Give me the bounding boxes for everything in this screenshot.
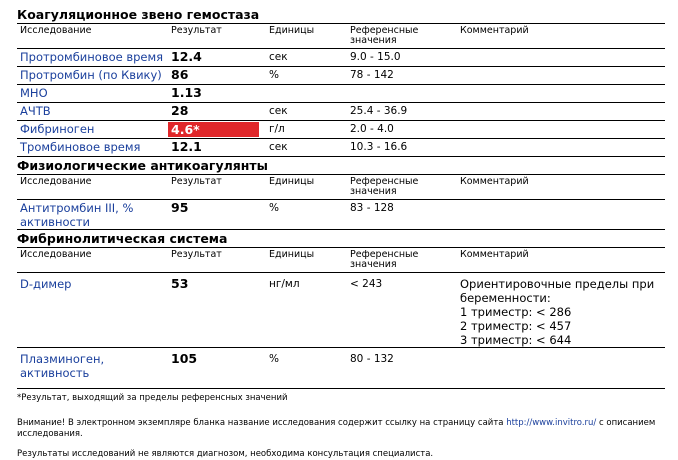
test-name-link[interactable]: Тромбиновое время: [17, 139, 168, 157]
test-name-link[interactable]: D-димер: [17, 273, 168, 348]
test-result: 105: [168, 348, 266, 389]
coagulation-table: [17, 23, 665, 157]
test-reference: 2.0 - 4.0: [347, 121, 457, 139]
test-comment: [457, 121, 665, 139]
table-header: [17, 175, 665, 200]
table-row: [17, 348, 665, 389]
table-row: [17, 103, 665, 121]
test-result: [168, 121, 266, 139]
test-name-link[interactable]: Протромбиновое время: [17, 49, 168, 67]
table-header: [17, 248, 665, 273]
test-name-link[interactable]: Фибриноген: [17, 121, 168, 139]
test-units: сек: [266, 103, 347, 121]
test-reference: [347, 85, 457, 103]
test-comment: [457, 103, 665, 121]
test-name-link[interactable]: МНО: [17, 85, 168, 103]
test-reference: < 243: [347, 273, 457, 348]
test-units: сек: [266, 49, 347, 67]
table-row: [17, 49, 665, 67]
test-comment: [457, 85, 665, 103]
section-title-fibrinolysis: Фибринолитическая система: [17, 231, 228, 246]
footnote: *Результат, выходящий за пределы референсных значений: [17, 393, 288, 403]
test-name-link[interactable]: АЧТВ: [17, 103, 168, 121]
section-title-anticoagulants: Физиологические антикоагулянты: [17, 158, 268, 173]
test-comment: [457, 49, 665, 67]
test-result: 12.4: [168, 49, 266, 67]
header-reference: Референсные значения: [347, 248, 457, 273]
test-units: нг/мл: [266, 273, 347, 348]
table-row: [17, 67, 665, 85]
test-reference: 9.0 - 15.0: [347, 49, 457, 67]
test-units: %: [266, 200, 347, 230]
test-result: 86: [168, 67, 266, 85]
test-comment: [457, 67, 665, 85]
header-units: Единицы: [266, 248, 347, 273]
header-test: Исследование: [17, 248, 168, 273]
header-test: Исследование: [17, 24, 168, 49]
notice: [17, 418, 665, 440]
header-units: Единицы: [266, 175, 347, 200]
test-comment: [457, 200, 665, 230]
header-comment: Комментарий: [457, 24, 665, 49]
anticoagulants-table: [17, 174, 665, 230]
test-result: 1.13: [168, 85, 266, 103]
test-reference: 25.4 - 36.9: [347, 103, 457, 121]
disclaimer: Результаты исследований не являются диагнозом, необходима консультация специалиста.: [17, 449, 434, 459]
test-comment: [457, 348, 665, 389]
test-reference: 78 - 142: [347, 67, 457, 85]
table-row: [17, 273, 665, 348]
test-reference: 80 - 132: [347, 348, 457, 389]
header-reference: Референсные значения: [347, 24, 457, 49]
table-header: [17, 24, 665, 49]
notes: [17, 393, 665, 460]
comment-line: 3 триместр: < 644: [460, 333, 572, 347]
test-units: [266, 85, 347, 103]
notice-text: Внимание! В электронном экземпляре бланка название исследования содержит ссылку на страницу сайта: [17, 418, 504, 428]
comment-line: 1 триместр: < 286: [460, 305, 572, 319]
test-result: 53: [168, 273, 266, 348]
header-result: Результат: [168, 175, 266, 200]
header-reference: Референсные значения: [347, 175, 457, 200]
invitro-link[interactable]: http://www.invitro.ru/: [506, 418, 597, 428]
table-row-flagged: [17, 121, 665, 139]
test-units: %: [266, 67, 347, 85]
test-result: 12.1: [168, 139, 266, 157]
table-row: [17, 85, 665, 103]
header-units: Единицы: [266, 24, 347, 49]
header-comment: Комментарий: [457, 175, 665, 200]
out-of-range-result: 4.6*: [168, 122, 259, 137]
test-name-link[interactable]: Антитромбин III, % активности: [17, 200, 168, 230]
test-name-link[interactable]: Плазминоген, активность: [17, 348, 168, 389]
fibrinolysis-table: [17, 247, 665, 389]
table-row: [17, 200, 665, 230]
lab-report: [17, 6, 665, 460]
test-name-link[interactable]: Протромбин (по Квику): [17, 67, 168, 85]
test-reference: 83 - 128: [347, 200, 457, 230]
comment-line: 2 триместр: < 457: [460, 319, 572, 333]
section-title-coagulation: Коагуляционное звено гемостаза: [17, 7, 260, 22]
header-test: Исследование: [17, 175, 168, 200]
test-result: 95: [168, 200, 266, 230]
notice-text-end: с описанием исследования.: [17, 418, 656, 439]
table-row: [17, 139, 665, 157]
comment-line: Ориентировочные пределы при беременности:: [460, 277, 655, 305]
test-comment: [457, 273, 665, 348]
test-comment: [457, 139, 665, 157]
header-comment: Комментарий: [457, 248, 665, 273]
test-units: %: [266, 348, 347, 389]
header-result: Результат: [168, 248, 266, 273]
test-reference: 10.3 - 16.6: [347, 139, 457, 157]
header-result: Результат: [168, 24, 266, 49]
test-units: г/л: [266, 121, 347, 139]
test-result: 28: [168, 103, 266, 121]
test-units: сек: [266, 139, 347, 157]
